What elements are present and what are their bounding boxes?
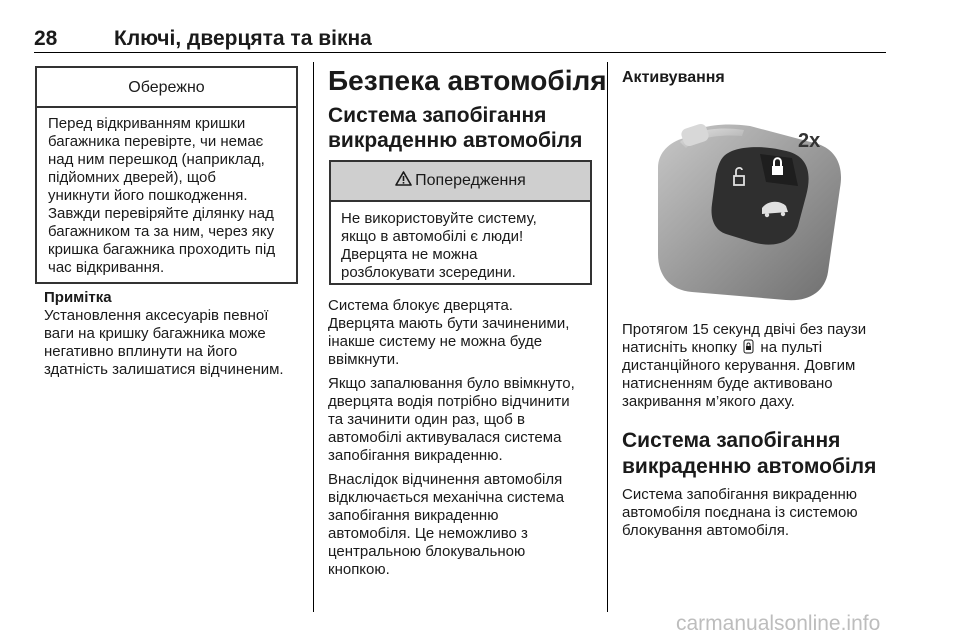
- column-divider-left: [313, 62, 314, 612]
- warning-line: Не використовуйте систему,: [341, 210, 537, 227]
- caution-title: Обережно: [37, 68, 296, 108]
- paragraph-line: запобігання викраденню: [328, 507, 499, 524]
- page-header: [34, 28, 886, 50]
- warning-title: Попередження: [415, 172, 526, 189]
- paragraph-line: та зачинити один раз, щоб в: [328, 411, 525, 428]
- paragraph-line: Система блокує дверцята.: [328, 297, 513, 314]
- system-paragraph: [622, 486, 892, 540]
- press-count-label: 2x: [798, 130, 821, 152]
- caution-line: багажника перевірте, чи немає: [48, 133, 264, 150]
- caution-box: [35, 66, 298, 284]
- activation-line: натисненням буде активовано: [622, 375, 833, 392]
- subsection-title-line: викраденню автомобіля: [622, 455, 877, 478]
- paragraph-line: центральною блокувальною: [328, 543, 526, 560]
- note-body: [44, 307, 306, 379]
- note-title: Примітка: [44, 289, 112, 306]
- section-title: Безпека автомобіля: [328, 65, 607, 96]
- paragraph-mechanical: [328, 471, 596, 579]
- warning-line: Дверцята не можна: [341, 246, 478, 263]
- caution-line: над ним перешкод (наприклад,: [48, 151, 265, 168]
- subsection-title-line: викраденню автомобіля: [328, 129, 583, 152]
- warning-triangle-icon: [395, 171, 412, 191]
- activation-text: натисніть кнопку: [622, 339, 738, 356]
- activation-line: закривання м’якого даху.: [622, 393, 795, 410]
- note-line: ваги на кришку багажника може: [44, 325, 266, 342]
- chapter-title: Ключі, дверцята та вікна: [114, 27, 372, 50]
- activation-paragraph: [622, 321, 892, 411]
- column-divider-right: [607, 62, 608, 612]
- note-line: здатність залишатися відчиненим.: [44, 361, 284, 378]
- caution-line: час відкривання.: [48, 259, 165, 276]
- paragraph-line: Дверцята мають бути зачиненими,: [328, 315, 570, 332]
- activation-heading: Активування: [622, 69, 725, 86]
- subsection-title-line: Система запобігання: [328, 104, 547, 127]
- paragraph-line: ввімкнути.: [328, 351, 400, 368]
- header-rule: [34, 52, 886, 53]
- paragraph-ignition: [328, 375, 596, 465]
- note-line: Установлення аксесуарів певної: [44, 307, 269, 324]
- warning-body: [331, 202, 590, 282]
- warning-line: якщо в автомобілі є люди!: [341, 228, 524, 245]
- caution-line: уникнути його пошкодження.: [48, 187, 248, 204]
- right-subsection-title: [622, 428, 892, 480]
- subsection-title: [328, 103, 598, 153]
- paragraph-line: автомобіля. Це неможливо з: [328, 525, 528, 542]
- caution-line: підйомних дверей), щоб: [48, 169, 216, 186]
- system-line: блокування автомобіля.: [622, 522, 790, 539]
- caution-line: Перед відкриванням кришки: [48, 115, 246, 132]
- caution-line: кришка багажника проходить під: [48, 241, 276, 258]
- activation-line: Протягом 15 секунд двічі без паузи: [622, 321, 867, 338]
- caution-line: багажником та за ним, через яку: [48, 223, 275, 240]
- warning-line: розблокувати зсередини.: [341, 264, 516, 281]
- caution-body: [37, 108, 296, 277]
- paragraph-line: дверцята водія потрібно відчинити: [328, 393, 570, 410]
- key-fob-figure: [622, 96, 886, 308]
- key-fob-panel: [712, 147, 809, 245]
- warning-box: [329, 160, 592, 285]
- activation-line: дистанційного керування. Довгим: [622, 357, 856, 374]
- lock-button-icon: [743, 339, 754, 354]
- note-block: [44, 289, 306, 379]
- warning-header: [331, 162, 590, 202]
- paragraph-line: запобігання викраденню.: [328, 447, 503, 464]
- paragraph-line: Якщо запалювання було ввімкнуто,: [328, 375, 575, 392]
- caution-line: Завжди перевіряйте ділянку над: [48, 205, 274, 222]
- page-number: 28: [34, 27, 58, 50]
- paragraph-line: інакше систему не можна буде: [328, 333, 543, 350]
- subsection-title-line: Система запобігання: [622, 429, 841, 452]
- paragraph-locking: [328, 297, 596, 369]
- activation-line: [622, 339, 892, 357]
- paragraph-line: кнопкою.: [328, 561, 390, 578]
- paragraph-line: автомобілі активувалася система: [328, 429, 562, 446]
- watermark: carmanualsonline.info: [676, 612, 881, 635]
- system-line: автомобіля поєднана із системою: [622, 504, 858, 521]
- activation-text: на пульті: [760, 339, 823, 356]
- paragraph-line: Внаслідок відчинення автомобіля: [328, 471, 563, 488]
- note-line: негативно вплинути на його: [44, 343, 238, 360]
- paragraph-line: відключається механічна система: [328, 489, 565, 506]
- system-line: Система запобігання викраденню: [622, 486, 858, 503]
